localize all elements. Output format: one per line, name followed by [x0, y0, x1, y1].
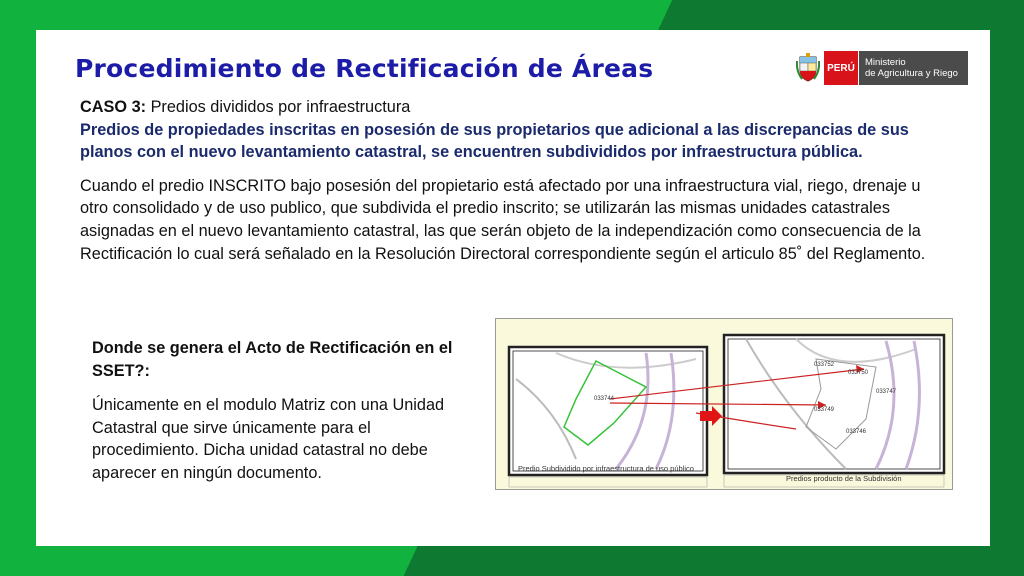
parcel-code: 033749 [814, 407, 835, 413]
rectification-note [92, 337, 462, 485]
parcel-code: 033746 [846, 429, 867, 435]
case-label: CASO 3: [80, 98, 147, 116]
parcel-code: 033747 [876, 389, 897, 395]
left-map-caption: Predio Subdividido por infraestructura de uso público [518, 464, 694, 473]
ministry-line2: de Agricultura y Riego [865, 68, 958, 79]
coat-of-arms-icon [796, 53, 820, 83]
answer-text: Únicamente en el modulo Matriz con una Unidad Catastral que sirve únicamente para el procedimiento. Dicha unidad catastral no debe aparecer en ningún documento. [92, 396, 445, 482]
subdivision-figure [495, 318, 953, 490]
parcel-code: 033744 [594, 396, 615, 402]
parcel-code: 033750 [848, 370, 869, 376]
main-text [80, 96, 950, 265]
case-subtitle: Predios de propiedades inscritas en posesión de sus propietarios que adicional a las discrepancias de sus planos con el nuevo levantamiento catastral, se encuentren subdivididos por infraestructura pública. [80, 120, 909, 162]
ministry-label [858, 51, 968, 85]
peru-badge: PERÚ [824, 51, 858, 85]
case-title: Predios divididos por infraestructura [146, 98, 411, 116]
question-text: Donde se genera el Acto de Rectificación en el SSET?: [92, 339, 453, 380]
slide-title: Procedimiento de Rectificación de Áreas [75, 54, 654, 83]
right-map-caption: Predios producto de la Subdivisión [786, 474, 902, 483]
ministry-logo [796, 51, 968, 85]
case-heading [80, 96, 950, 119]
description-paragraph: Cuando el predio INSCRITO bajo posesión del propietario está afectado por una infraestructura vial, riego, drenaje u otro consolidado y de uso publico, que subdivida el predio inscrito; se utilizarán las mismas unidades catastrales asignadas en el nuevo levantamiento catastral, las que serán objeto de la independización como consecuencia de la Rectificación lo cual será señalado en la Resolución Directoral correspondiente según el articulo 85˚ del Reglamento. [80, 176, 926, 263]
ministry-line1: Ministerio [865, 57, 906, 68]
parcel-code: 033752 [814, 362, 835, 368]
